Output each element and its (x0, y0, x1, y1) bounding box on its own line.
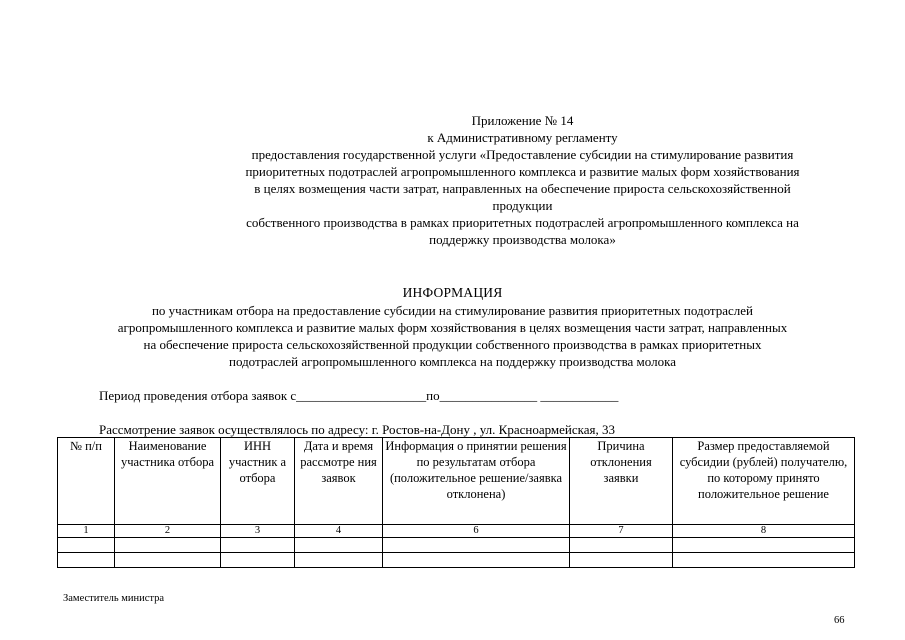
column-number-row (58, 525, 855, 538)
appendix-line: поддержку производства молока» (429, 232, 616, 247)
table-header-row (58, 438, 855, 525)
table-cell (115, 538, 221, 553)
column-number: 4 (295, 525, 383, 538)
table-cell (570, 553, 673, 568)
appendix-line: Приложение № 14 (471, 113, 574, 128)
table-cell (295, 553, 383, 568)
table-row (58, 553, 855, 568)
document-title: ИНФОРМАЦИЯ (402, 285, 503, 300)
appendix-line: в целях возмещения части затрат, направленных на обеспечение прироста сельскохозяйственной (254, 181, 791, 196)
review-address: Рассмотрение заявок осуществлялось по адресу: г. Ростов-на-Дону , ул. Красноармейская, 33 (99, 422, 616, 437)
page-number: 66 (834, 615, 845, 626)
column-number: 3 (221, 525, 295, 538)
appendix-line: продукции (492, 198, 553, 213)
subtitle-line: агропромышленного комплекса и развитие малых форм хозяйствования в целях возмещения части затрат, направленных (117, 320, 788, 335)
table-cell (383, 553, 570, 568)
table-cell (570, 538, 673, 553)
appendix-line: собственного производства в рамках приоритетных подотраслей агропромышленного комплекса на (246, 215, 799, 230)
table-cell (383, 538, 570, 553)
table-cell (673, 538, 855, 553)
subtitle-line: подотраслей агропромышленного комплекса на поддержку производства молока (228, 354, 676, 369)
column-number: 2 (115, 525, 221, 538)
column-number: 7 (570, 525, 673, 538)
column-header: Размер предоставляемой субсидии (рублей) получателю, по которому принято положительное решение (673, 438, 855, 525)
table-cell (673, 553, 855, 568)
column-header: Дата и время рассмотре ния заявок (295, 438, 383, 525)
column-header: № п/п (58, 438, 115, 525)
column-number: 8 (673, 525, 855, 538)
table-cell (221, 553, 295, 568)
table-cell (58, 538, 115, 553)
column-header: Наименование участника отбора (115, 438, 221, 525)
column-number: 1 (58, 525, 115, 538)
table-cell (295, 538, 383, 553)
signer-title: Заместитель министра (63, 593, 165, 604)
appendix-line: к Административному регламенту (427, 130, 618, 145)
appendix-header (195, 112, 850, 248)
subtitle-line: на обеспечение прироста сельскохозяйственной продукции собственного производства в рамках приоритетных (143, 337, 762, 352)
column-header: ИНН участник а отбора (221, 438, 295, 525)
document-subtitle (40, 302, 865, 370)
selection-period: Период проведения отбора заявок с____________________по_______________ ____________ (99, 388, 619, 403)
table-cell (221, 538, 295, 553)
appendix-line: приоритетных подотраслей агропромышленного комплекса и развитие малых форм хозяйствования (245, 164, 800, 179)
column-header: Информация о принятии решения по результатам отбора (положительное решение/заявка отклонена) (383, 438, 570, 525)
participants-table (57, 437, 855, 568)
table-cell (58, 553, 115, 568)
table-cell (115, 553, 221, 568)
appendix-line: предоставления государственной услуги «Предоставление субсидии на стимулирование развития (251, 147, 794, 162)
subtitle-line: по участникам отбора на предоставление субсидии на стимулирование развития приоритетных подотраслей (151, 303, 754, 318)
column-number: 6 (383, 525, 570, 538)
table-row (58, 538, 855, 553)
column-header: Причина отклонения заявки (570, 438, 673, 525)
